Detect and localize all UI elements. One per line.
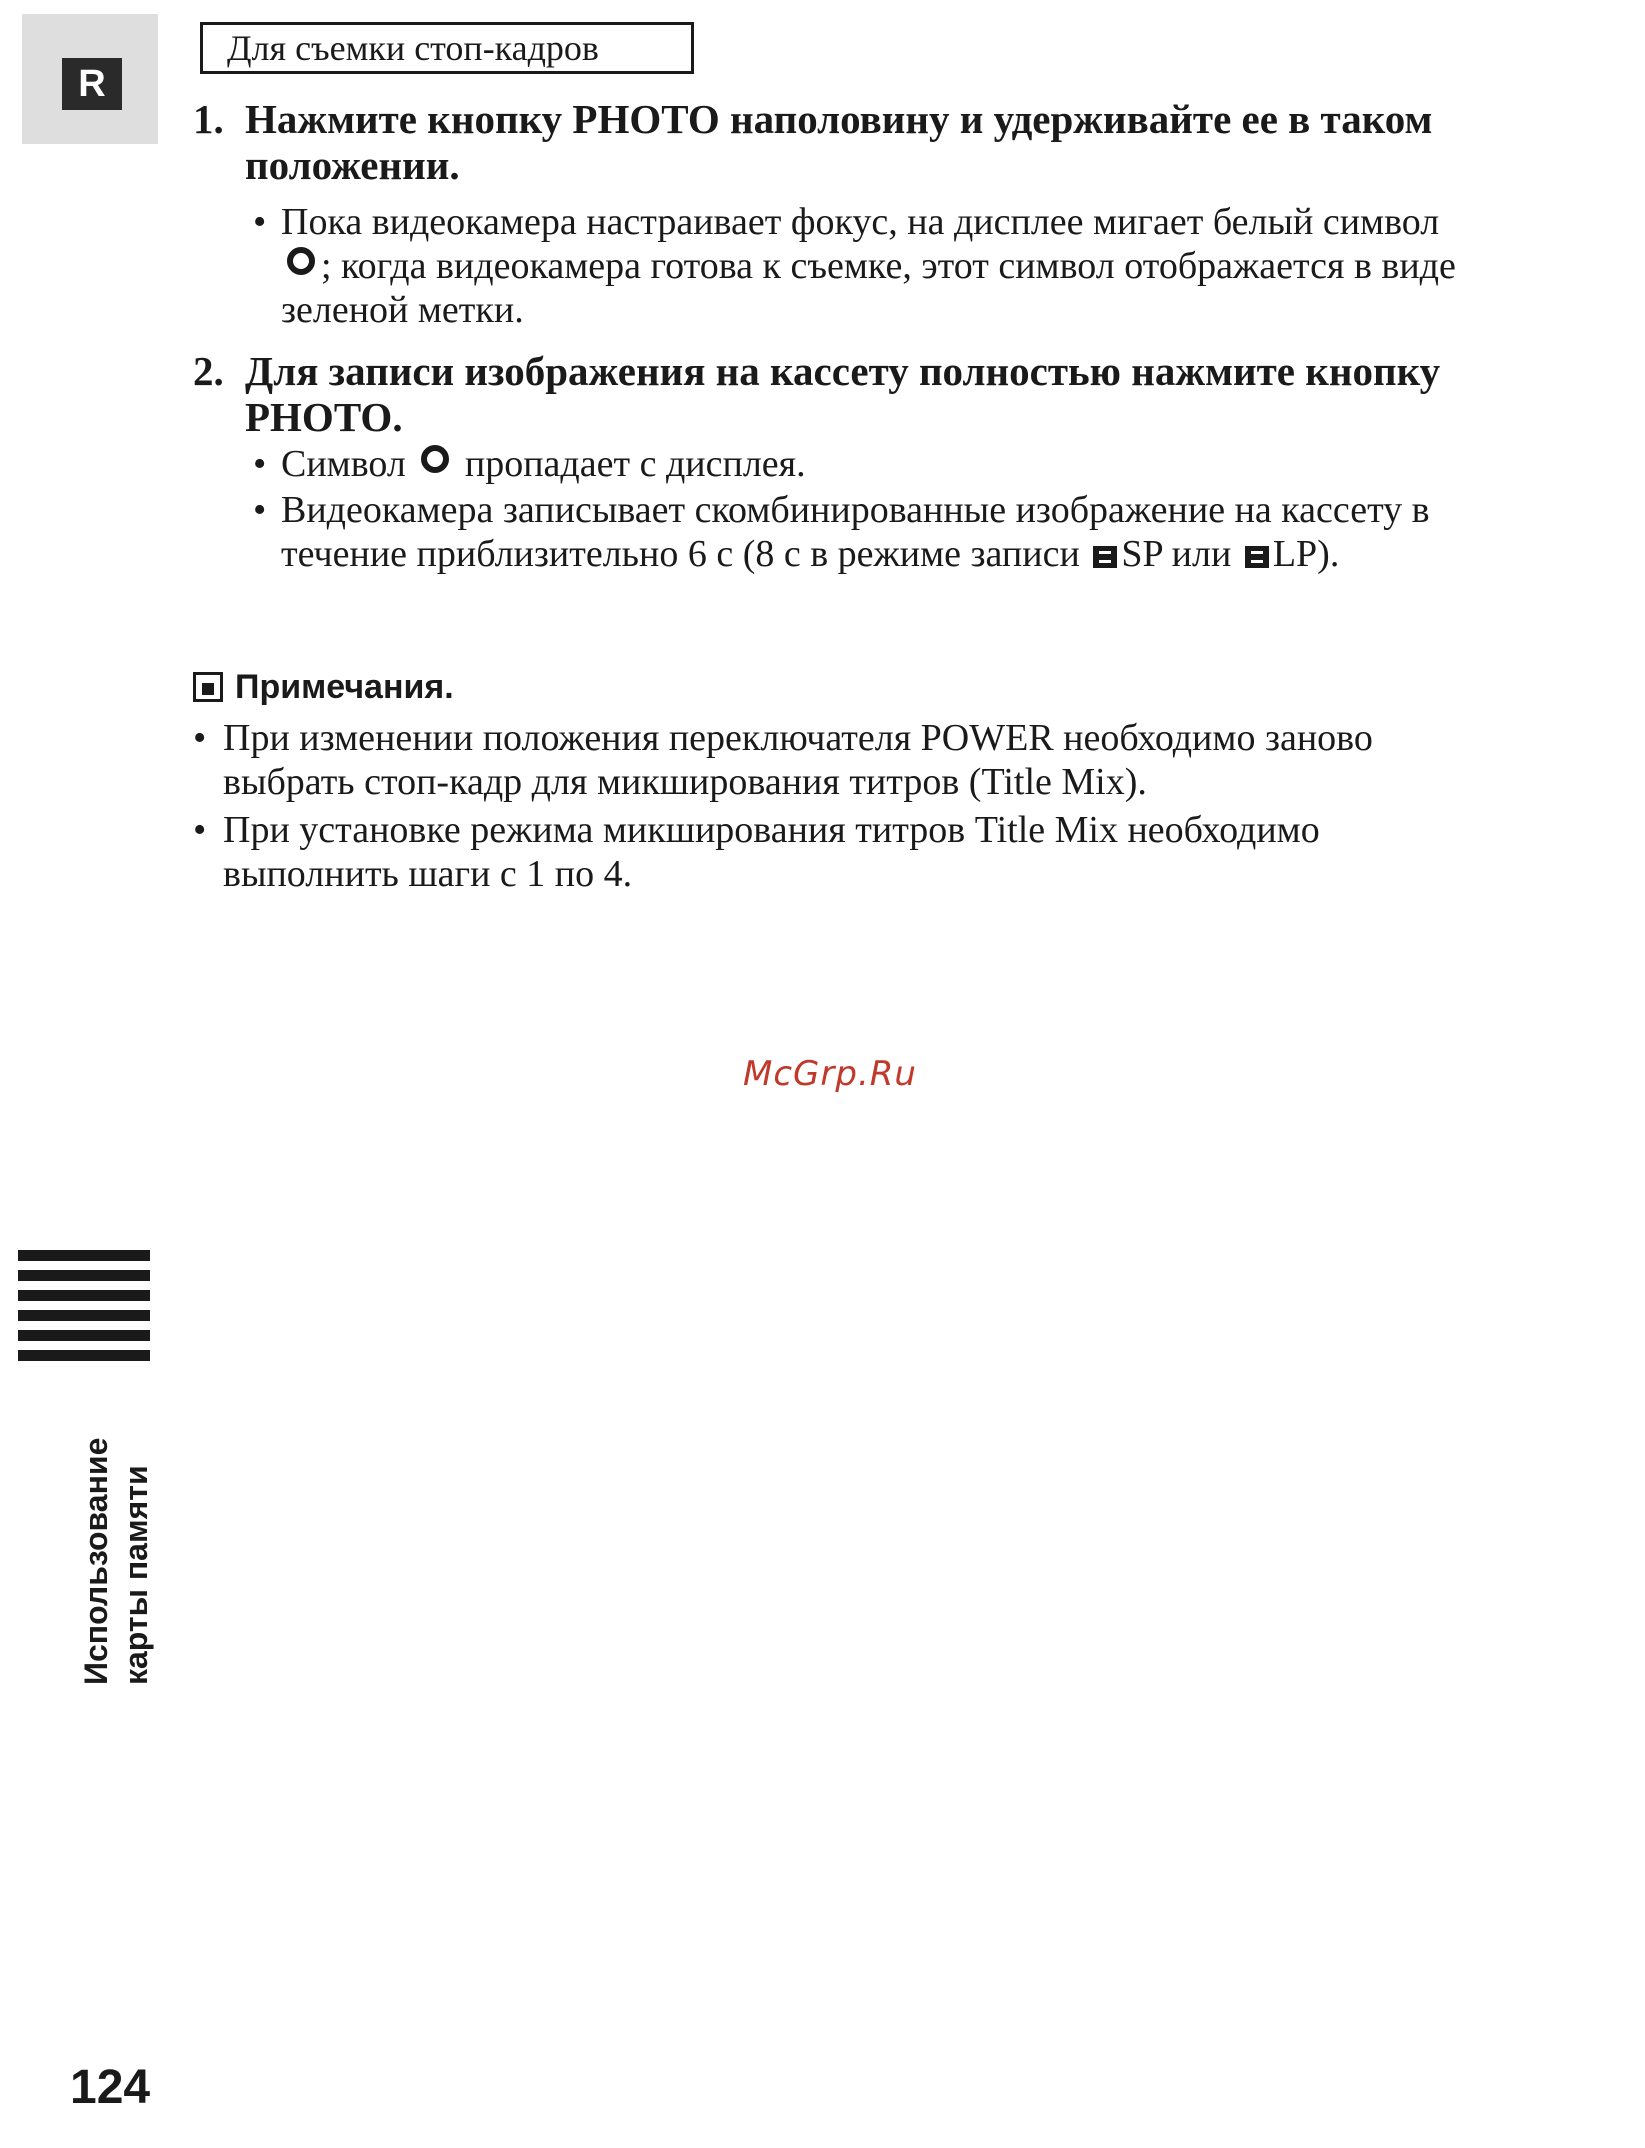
step-2-line2: PHOTO. [245,394,403,440]
side-label-line2: карты памяти [118,1465,154,1685]
tab-bar [18,1270,150,1281]
step-2-bullet-2 [253,488,1483,576]
bullet-text-before: Видеокамера записывает скомбинированные изображение на кассету в течение приблизительно 6 с (8 с в режиме записи [281,489,1430,575]
mode-lp: LP). [1272,533,1340,575]
note-text: При изменении положения переключателя POWER необходимо заново выбрать стоп-кадр для микширования титров (Title Mix). [223,717,1373,803]
tape-mode-icon [1245,546,1269,568]
note-item-1 [193,716,1483,804]
step-2-number: 2. [193,348,224,394]
step-1-number: 1. [193,96,224,142]
tab-bar [18,1310,150,1321]
tab-bar [18,1350,150,1361]
focus-circle-icon [287,247,315,275]
section-tab-bars [18,1250,150,1370]
bullet-dot: • [193,809,207,851]
bullet-text-after: пропадает с дисплея. [464,443,806,485]
side-section-label [76,1385,156,1685]
bullet-text-before: Символ [281,443,406,485]
bullet-dot: • [193,717,207,759]
watermark: McGrp.Ru [743,1054,917,1094]
bullet-dot: • [253,443,267,485]
bullet-dot: • [253,201,267,243]
notes-title: Примечания. [235,668,454,706]
notes-icon [193,672,223,702]
step-2-line1: Для записи изображения на кассету полностью нажмите кнопку [245,348,1441,394]
note-item-2 [193,808,1483,896]
bullet-dot: • [253,489,267,531]
tab-bar [18,1330,150,1341]
step-1-line2: положении. [245,142,460,188]
bullet-text-middle: или [1171,533,1232,575]
language-badge: R [62,58,122,110]
step-1-bullet-1 [253,200,1483,332]
tab-bar [18,1290,150,1301]
section-title: Для съемки стоп-кадров [200,22,694,74]
focus-circle-icon [421,445,449,473]
tab-bar [18,1250,150,1261]
note-text: При установке режима микширования титров Title Mix необходимо выполнить шаги с 1 по 4. [223,809,1320,895]
step-1-line1: Нажмите кнопку PHOTO наполовину и удерживайте ее в таком [245,96,1433,142]
tape-mode-icon [1093,546,1117,568]
page-number: 124 [70,2061,151,2114]
step-2 [193,348,1483,440]
step-2-bullet-1 [253,442,1483,486]
bullet-text-after: ; когда видеокамера готова к съемке, этот символ отображается в виде зеленой метки. [281,245,1456,331]
side-label-line1: Использование [78,1437,114,1685]
notes-heading [193,665,454,709]
step-1 [193,96,1483,188]
bullet-text-before: Пока видеокамера настраивает фокус, на дисплее мигает белый символ [281,201,1440,243]
mode-sp: SP [1121,533,1163,575]
